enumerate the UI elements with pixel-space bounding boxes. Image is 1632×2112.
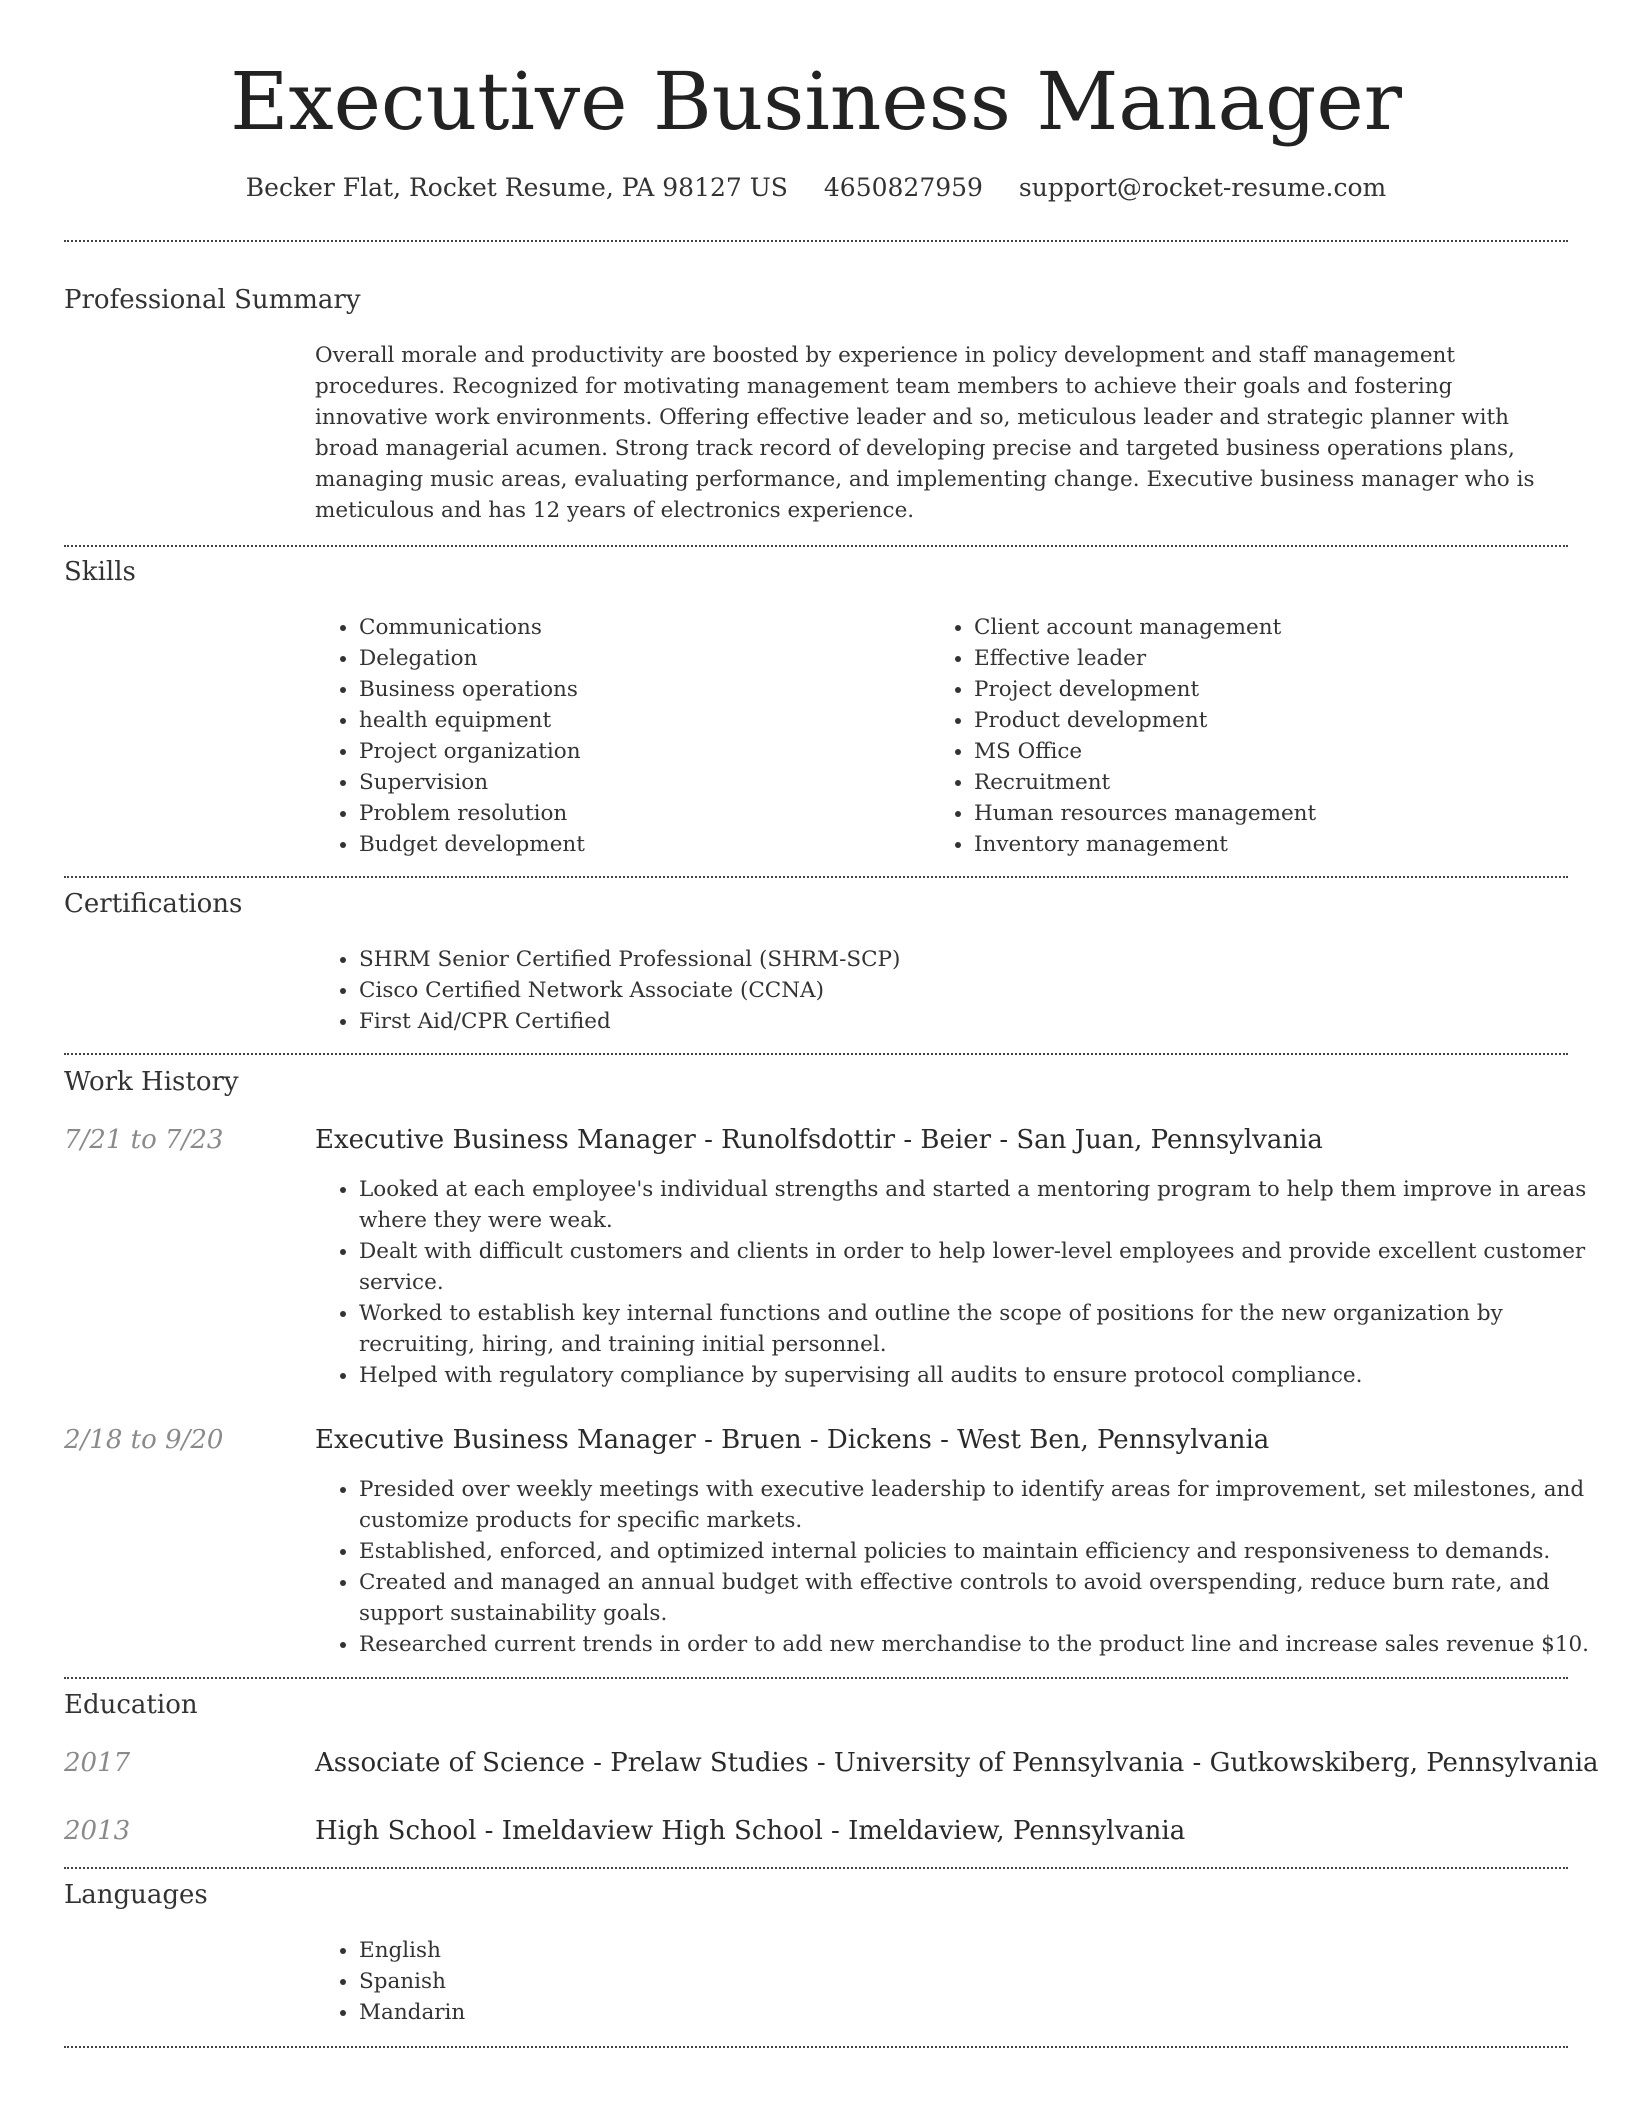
- education-detail: Associate of Science - Prelaw Studies - University of Pennsylvania - Gutkowskiberg, Pennsylvania: [315, 1748, 1599, 1778]
- skill-item: • MS Office: [974, 736, 1574, 767]
- certification-item: • Cisco Certified Network Associate (CCNA): [359, 975, 1559, 1006]
- job-bullet: • Presided over weekly meetings with executive leadership to identify areas for improvement, set milestones, and customize products for specific markets.: [359, 1474, 1609, 1536]
- skills-list-left: [315, 612, 919, 860]
- job-dates: 7/21 to 7/23: [64, 1125, 224, 1155]
- job-bullets: [315, 1474, 1609, 1660]
- skill-item: • Budget development: [359, 829, 919, 860]
- skill-item: • Supervision: [359, 767, 919, 798]
- education-detail: High School - Imeldaview High School - Imeldaview, Pennsylvania: [315, 1816, 1186, 1846]
- job-bullet: • Helped with regulatory compliance by supervising all audits to ensure protocol compliance.: [359, 1360, 1609, 1391]
- job-bullet: • Worked to establish key internal functions and outline the scope of positions for the new organization by recruiting, hiring, and training initial personnel.: [359, 1298, 1609, 1360]
- education-year: 2017: [64, 1748, 131, 1778]
- contact-info: [0, 168, 1632, 208]
- contact-phone: 4650827959: [823, 173, 983, 202]
- languages-heading: Languages: [64, 1880, 208, 1910]
- skill-item: • Project organization: [359, 736, 919, 767]
- job-bullet: • Established, enforced, and optimized internal policies to maintain efficiency and responsiveness to demands.: [359, 1536, 1609, 1567]
- section-divider: [64, 1053, 1568, 1055]
- certification-item: • SHRM Senior Certified Professional (SHRM-SCP): [359, 944, 1559, 975]
- skill-item: • Communications: [359, 612, 919, 643]
- education-heading: Education: [64, 1690, 198, 1720]
- skill-item: • Inventory management: [974, 829, 1574, 860]
- job-bullet: • Created and managed an annual budget with effective controls to avoid overspending, reduce burn rate, and support sustainability goals.: [359, 1567, 1609, 1629]
- certifications-heading: Certifications: [64, 889, 243, 919]
- language-item: • Mandarin: [359, 1997, 959, 2028]
- skill-item: • Problem resolution: [359, 798, 919, 829]
- education-year: 2013: [64, 1816, 131, 1846]
- summary-text: Overall morale and productivity are boosted by experience in policy development and staff management procedures. Recognized for motivating management team members to achieve their goals and fostering innovative work environments. Offering effective leader and so, meticulous leader and strategic planner with broad managerial acumen. Strong track record of developing precise and targeted business operations plans, managing music areas, evaluating performance, and implementing change. Executive business manager who is meticulous and has 12 years of electronics experience.: [315, 343, 1535, 523]
- skills-heading: Skills: [64, 557, 136, 587]
- section-divider: [64, 1677, 1568, 1679]
- job-bullet: • Looked at each employee's individual strengths and started a mentoring program to help them improve in areas where they were weak.: [359, 1174, 1609, 1236]
- skill-item: • Human resources management: [974, 798, 1574, 829]
- job-title: Executive Business Manager - Bruen - Dickens - West Ben, Pennsylvania: [315, 1425, 1270, 1455]
- section-divider: [64, 2046, 1568, 2048]
- contact-email: support@rocket-resume.com: [1018, 173, 1387, 202]
- skill-item: • Client account management: [974, 612, 1574, 643]
- certifications-list: [315, 944, 1559, 1037]
- skill-item: • Delegation: [359, 643, 919, 674]
- section-divider: [64, 545, 1568, 547]
- skill-item: • Project development: [974, 674, 1574, 705]
- skill-item: • health equipment: [359, 705, 919, 736]
- skills-list-right: [930, 612, 1574, 860]
- section-divider: [64, 1867, 1568, 1869]
- job-dates: 2/18 to 9/20: [64, 1425, 224, 1455]
- skill-item: • Recruitment: [974, 767, 1574, 798]
- section-divider: [64, 240, 1568, 242]
- skill-item: • Business operations: [359, 674, 919, 705]
- language-item: • Spanish: [359, 1966, 959, 1997]
- contact-address: Becker Flat, Rocket Resume, PA 98127 US: [245, 173, 788, 202]
- skill-item: • Effective leader: [974, 643, 1574, 674]
- job-bullet: • Researched current trends in order to add new merchandise to the product line and increase sales revenue $10.: [359, 1629, 1609, 1660]
- job-bullets: [315, 1174, 1609, 1391]
- section-divider: [64, 876, 1568, 878]
- job-bullet: • Dealt with difficult customers and clients in order to help lower-level employees and provide excellent customer service.: [359, 1236, 1609, 1298]
- resume-name: Executive Business Manager: [230, 55, 1402, 148]
- summary-heading: Professional Summary: [64, 285, 361, 315]
- language-item: • English: [359, 1935, 959, 1966]
- skill-item: • Product development: [974, 705, 1574, 736]
- certification-item: • First Aid/CPR Certified: [359, 1006, 1559, 1037]
- languages-list: [315, 1935, 959, 2028]
- job-title: Executive Business Manager - Runolfsdottir - Beier - San Juan, Pennsylvania: [315, 1125, 1323, 1155]
- work-history-heading: Work History: [64, 1067, 239, 1097]
